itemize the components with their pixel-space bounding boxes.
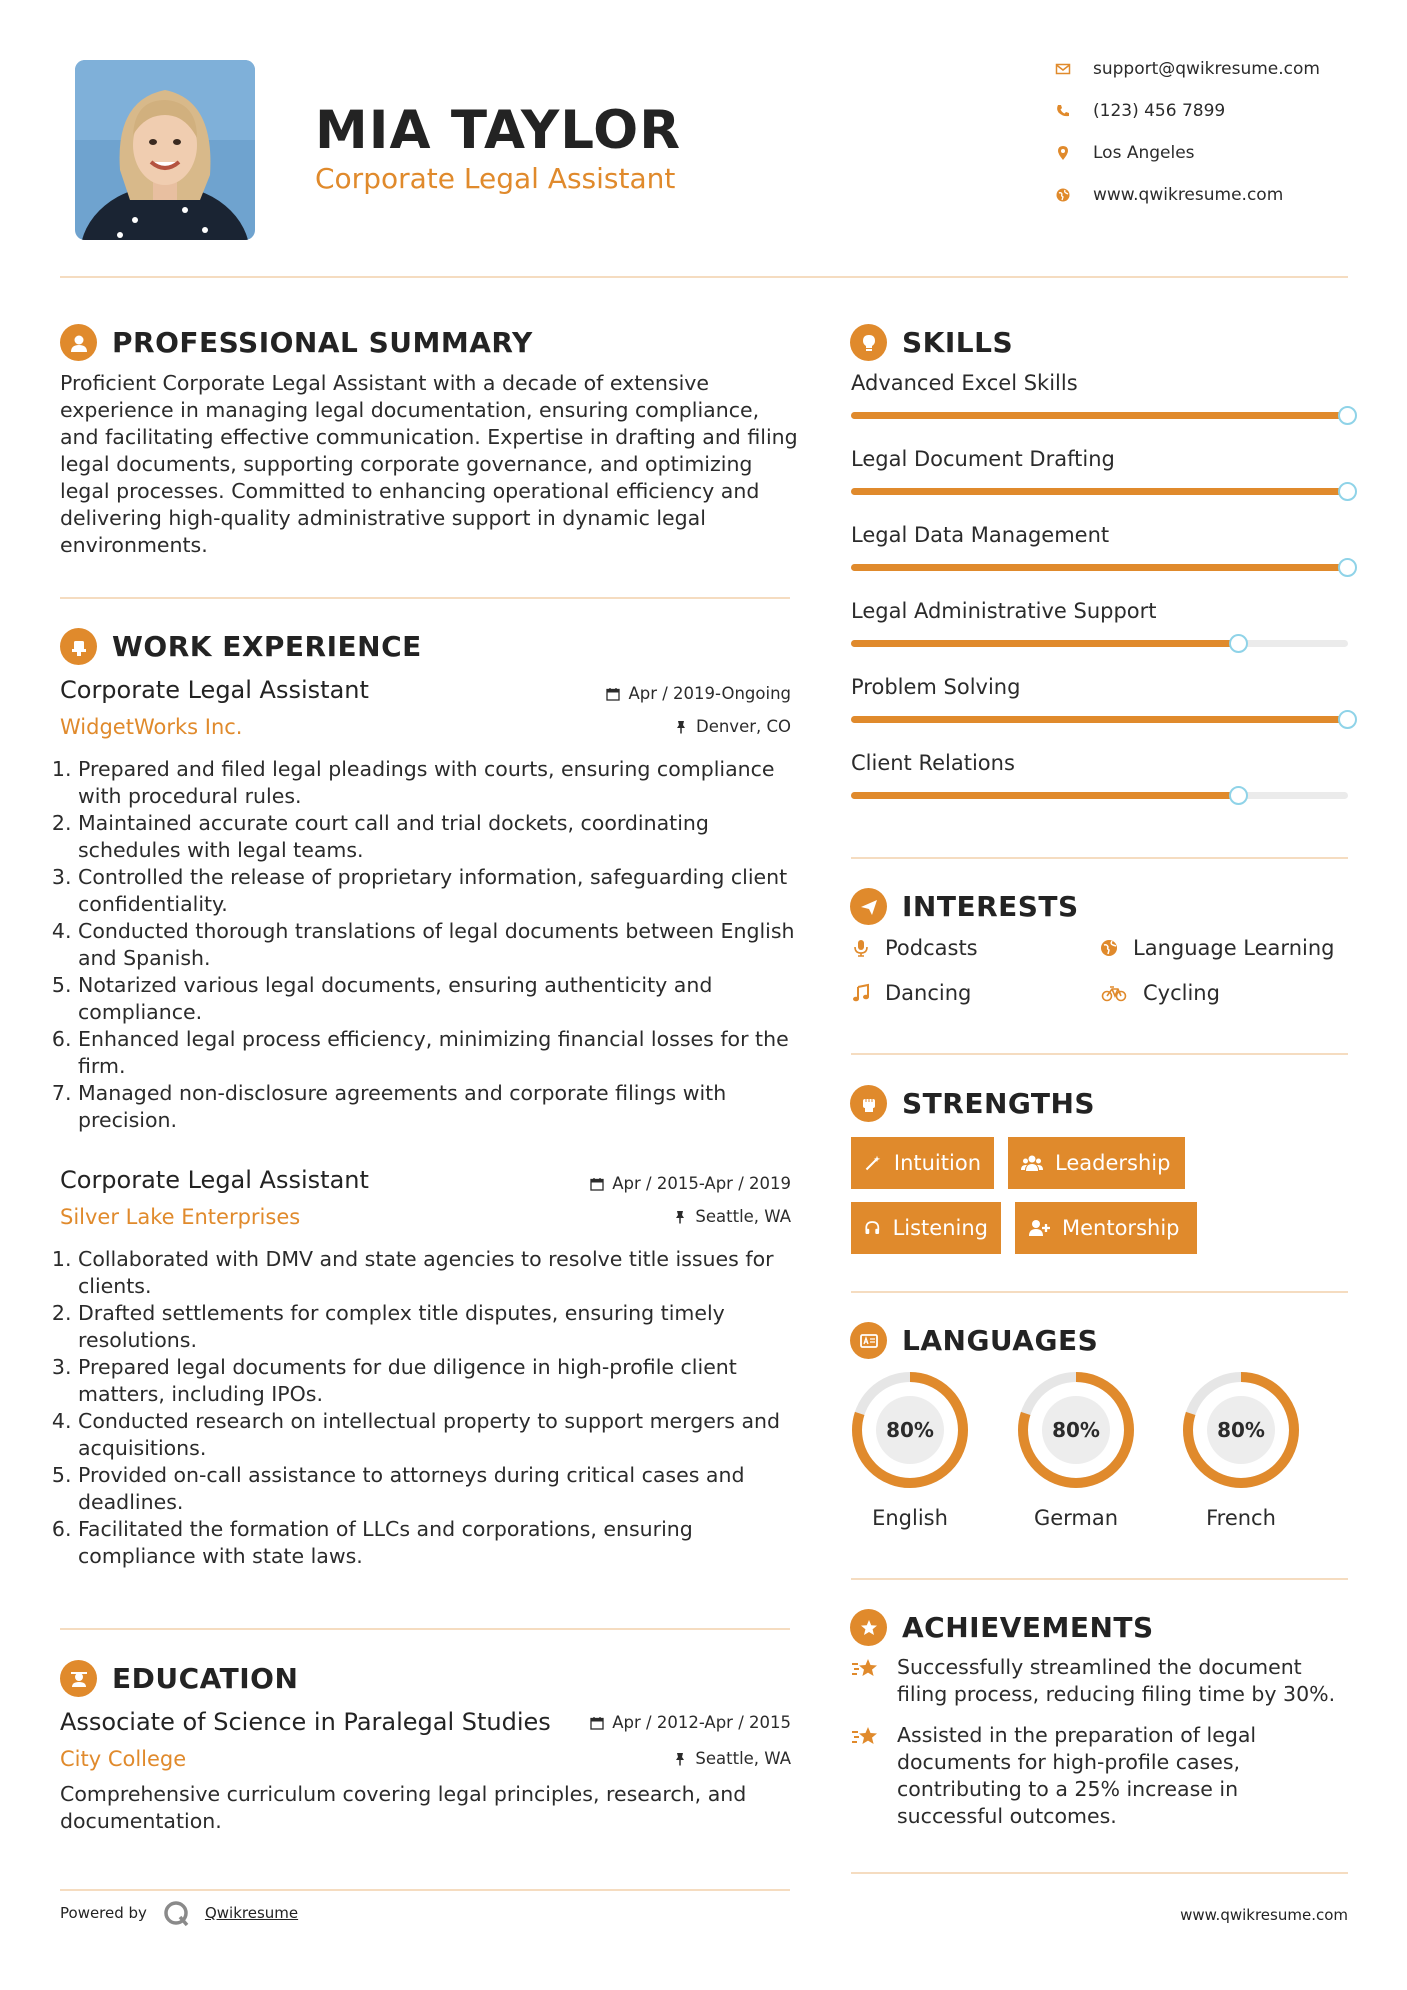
job-2-location — [500, 1207, 791, 1226]
job-1-dates-text: Apr / 2019-Ongoing — [628, 684, 791, 703]
language-ring — [1016, 1370, 1136, 1490]
skill-bar — [851, 412, 1348, 419]
strength-badge-mentorship — [1015, 1202, 1197, 1254]
skill-label: Client Relations — [851, 751, 1015, 775]
briefcase-icon — [60, 628, 97, 665]
qwikresume-brand-link[interactable]: Qwikresume — [204, 1904, 299, 1922]
skill-bar-fill — [851, 716, 1348, 723]
star-badge-icon — [850, 1609, 887, 1646]
interest-cycling — [1099, 981, 1220, 1005]
calendar-icon — [590, 1177, 604, 1191]
header-divider — [60, 276, 1348, 278]
list-item: 4. Conducted research on intellectual property to support mergers and acquisitions. — [78, 1408, 800, 1462]
trophy-star-icon — [851, 1724, 881, 1752]
skill-bar-fill — [851, 412, 1348, 419]
footer-url[interactable]: www.qwikresume.com — [1180, 1906, 1348, 1924]
job-2-dates-text: Apr / 2015-Apr / 2019 — [612, 1174, 791, 1193]
skill-knob — [1338, 406, 1357, 425]
interest-label: Podcasts — [885, 936, 978, 960]
language-percent: 80% — [886, 1418, 934, 1442]
language-name: German — [1033, 1506, 1119, 1530]
job-2-title: Corporate Legal Assistant — [60, 1166, 369, 1194]
graduate-icon — [60, 1660, 97, 1697]
contact-website[interactable] — [1055, 185, 1283, 205]
skill-label: Problem Solving — [851, 675, 1021, 699]
language-percent: 80% — [1217, 1418, 1265, 1442]
education-degree: Associate of Science in Paralegal Studies — [60, 1708, 551, 1736]
contact-website-text: www.qwikresume.com — [1093, 185, 1284, 205]
contact-phone[interactable] — [1055, 101, 1225, 121]
skill-knob — [1338, 710, 1357, 729]
skill-bar-fill — [851, 488, 1348, 495]
strength-label: Listening — [892, 1216, 988, 1240]
strength-label: Intuition — [893, 1151, 981, 1175]
summary-text: Proficient Corporate Legal Assistant with a decade of extensive experience in managing legal documentation, ensuring compliance, and facilitating effective communication. Expertise in drafting and filing legal documents, supporting corporate governance, and optimizing legal processes. Committed to enhancing operational efficiency and delivering high-quality administrative support in dynamic legal environments. — [60, 371, 798, 557]
user-icon — [60, 324, 97, 361]
job-2-dates — [500, 1174, 791, 1193]
language-name: French — [1206, 1506, 1276, 1530]
achievements-title: ACHIEVEMENTS — [902, 1611, 1154, 1644]
skill-item — [851, 599, 1348, 675]
skills-title: SKILLS — [902, 326, 1014, 359]
list-item: 3. Prepared legal documents for due diligence in high-profile client matters, including IPOs. — [78, 1354, 800, 1408]
powered-by-text: Powered by — [60, 1904, 147, 1922]
interest-dancing — [851, 981, 971, 1005]
language-english — [850, 1370, 970, 1530]
language-ring — [1181, 1370, 1301, 1490]
list-item: 1. Prepared and filed legal pleadings with courts, ensuring compliance with procedural rules. — [78, 756, 800, 810]
strength-badge-listening — [851, 1202, 1001, 1254]
list-item: 6. Enhanced legal process efficiency, minimizing financial losses for the firm. — [78, 1026, 800, 1080]
skill-knob — [1338, 482, 1357, 501]
skill-label: Legal Administrative Support — [851, 599, 1157, 623]
interest-podcasts — [851, 936, 978, 960]
skills-divider — [851, 857, 1348, 859]
skill-item — [851, 751, 1348, 827]
music-note-icon — [851, 983, 871, 1003]
list-item: 7. Managed non-disclosure agreements and corporate filings with precision. — [78, 1080, 800, 1134]
globe-icon — [1055, 187, 1071, 203]
phone-icon — [1055, 103, 1071, 119]
list-item: 5. Provided on-call assistance to attorneys during critical cases and deadlines. — [78, 1462, 800, 1516]
education-description: Comprehensive curriculum covering legal principles, research, and documentation. — [60, 1782, 747, 1833]
education-dates — [500, 1713, 791, 1732]
strengths-title: STRENGTHS — [902, 1087, 1096, 1120]
interests-divider — [851, 1053, 1348, 1055]
skill-bar — [851, 488, 1348, 495]
strength-badge-leadership — [1008, 1137, 1185, 1189]
job-2-location-text: Seattle, WA — [695, 1207, 791, 1226]
languages-heading — [850, 1322, 1098, 1359]
paper-plane-icon — [850, 888, 887, 925]
skill-bar — [851, 792, 1348, 799]
skill-bar — [851, 564, 1348, 571]
interest-label: Cycling — [1143, 981, 1220, 1005]
calendar-icon — [606, 687, 620, 701]
achievement-item — [851, 1654, 1348, 1708]
magic-wand-icon — [864, 1152, 882, 1174]
strength-badge-intuition — [851, 1137, 994, 1189]
languages-divider — [851, 1578, 1348, 1580]
skill-bar-fill — [851, 640, 1239, 647]
trophy-star-icon — [851, 1656, 881, 1684]
skill-item — [851, 523, 1348, 599]
achievements-heading — [850, 1609, 1154, 1646]
language-german — [1016, 1370, 1136, 1530]
list-item: 4. Conducted thorough translations of legal documents between English and Spanish. — [78, 918, 800, 972]
profile-photo — [75, 60, 255, 240]
fist-icon — [850, 1085, 887, 1122]
interest-label: Language Learning — [1133, 936, 1335, 960]
skill-bar-fill — [851, 792, 1239, 799]
lightbulb-icon — [850, 324, 887, 361]
education-dates-text: Apr / 2012-Apr / 2015 — [612, 1713, 791, 1732]
strength-label: Leadership — [1055, 1151, 1171, 1175]
summary-heading — [60, 324, 533, 361]
contact-location-text: Los Angeles — [1093, 143, 1195, 163]
globe-icon — [1099, 938, 1119, 958]
contact-phone-text: (123) 456 7899 — [1093, 101, 1226, 121]
job-1-title: Corporate Legal Assistant — [60, 676, 369, 704]
experience-heading — [60, 628, 422, 665]
skill-knob — [1229, 634, 1248, 653]
microphone-icon — [851, 938, 871, 958]
contact-location — [1055, 143, 1195, 163]
achievement-text: Assisted in the preparation of legal documents for high-profile cases, contributing to a 25% increase in successful outcomes. — [897, 1723, 1257, 1828]
achievements-divider — [851, 1872, 1348, 1874]
skill-label: Legal Data Management — [851, 523, 1110, 547]
list-item: 5. Notarized various legal documents, ensuring authenticity and compliance. — [78, 972, 800, 1026]
job-1-location-text: Denver, CO — [695, 717, 791, 736]
users-icon — [1021, 1152, 1043, 1174]
strengths-divider — [851, 1291, 1348, 1293]
education-heading — [60, 1660, 298, 1697]
strengths-heading — [850, 1085, 1095, 1122]
education-location — [500, 1749, 791, 1768]
skill-knob — [1338, 558, 1357, 577]
list-item: 6. Facilitated the formation of LLCs and corporations, ensuring compliance with state laws. — [78, 1516, 800, 1570]
pushpin-icon — [673, 1210, 687, 1224]
language-card-icon — [850, 1322, 887, 1359]
language-percent: 80% — [1052, 1418, 1100, 1442]
skill-bar — [851, 640, 1348, 647]
pushpin-icon — [673, 1752, 687, 1766]
language-name: English — [872, 1506, 948, 1530]
summary-divider — [60, 597, 790, 599]
job-1-responsibilities — [60, 756, 800, 1134]
envelope-icon — [1055, 61, 1071, 77]
contact-email-text: support@qwikresume.com — [1093, 59, 1320, 79]
education-school: City College — [60, 1747, 187, 1771]
skills-list — [851, 371, 1348, 827]
interests-heading — [850, 888, 1079, 925]
job-2-responsibilities — [60, 1246, 800, 1570]
skill-label: Legal Document Drafting — [851, 447, 1115, 471]
language-ring — [850, 1370, 970, 1490]
experience-divider — [60, 1628, 790, 1630]
qwikresume-logo-icon — [161, 1898, 191, 1928]
job-2-company: Silver Lake Enterprises — [60, 1205, 301, 1229]
skill-label: Advanced Excel Skills — [851, 371, 1078, 395]
contact-email[interactable] — [1055, 59, 1320, 79]
skill-item — [851, 675, 1348, 751]
interest-label: Dancing — [885, 981, 972, 1005]
skill-item — [851, 371, 1348, 447]
headphones-icon — [864, 1217, 881, 1239]
interest-language-learning — [1099, 936, 1334, 960]
job-1-location — [500, 717, 791, 736]
skill-bar — [851, 716, 1348, 723]
list-item: 1. Collaborated with DMV and state agencies to resolve title issues for clients. — [78, 1246, 800, 1300]
candidate-title: Corporate Legal Assistant — [315, 162, 676, 195]
list-item: 3. Controlled the release of proprietary information, safeguarding client confidentiality. — [78, 864, 800, 918]
interests-title: INTERESTS — [902, 890, 1079, 923]
user-plus-icon — [1028, 1217, 1050, 1239]
skill-bar-fill — [851, 564, 1348, 571]
job-1-dates — [500, 684, 791, 703]
list-item: 2. Drafted settlements for complex title disputes, ensuring timely resolutions. — [78, 1300, 800, 1354]
education-location-text: Seattle, WA — [695, 1749, 791, 1768]
skill-item — [851, 447, 1348, 523]
achievement-text: Successfully streamlined the document filing process, reducing filing time by 30%. — [897, 1655, 1336, 1706]
list-item: 2. Maintained accurate court call and trial dockets, coordinating schedules with legal teams. — [78, 810, 800, 864]
skills-heading — [850, 324, 1013, 361]
summary-title: PROFESSIONAL SUMMARY — [112, 326, 533, 359]
job-1-company: WidgetWorks Inc. — [60, 715, 243, 739]
pushpin-icon — [674, 720, 688, 734]
bicycle-icon — [1099, 983, 1129, 1003]
strength-label: Mentorship — [1062, 1216, 1180, 1240]
education-title: EDUCATION — [112, 1662, 299, 1695]
footer-powered-by — [60, 1898, 298, 1928]
achievement-item — [851, 1722, 1348, 1830]
candidate-name: MIA TAYLOR — [315, 100, 682, 161]
skill-knob — [1229, 786, 1248, 805]
language-french — [1181, 1370, 1301, 1530]
experience-title: WORK EXPERIENCE — [112, 630, 422, 663]
map-pin-icon — [1055, 145, 1071, 161]
education-divider — [60, 1889, 790, 1891]
calendar-icon — [590, 1716, 604, 1730]
languages-title: LANGUAGES — [902, 1324, 1099, 1357]
